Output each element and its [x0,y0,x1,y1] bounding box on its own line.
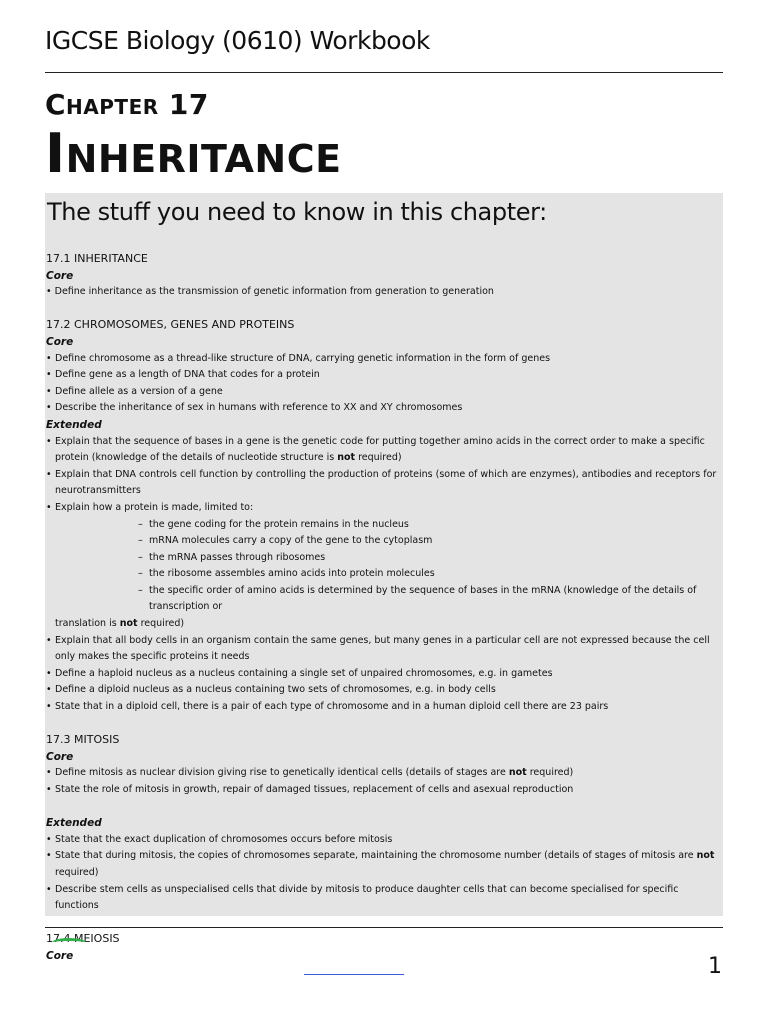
list-item: • Define mitosis as nuclear division giving rise to genetically identical cells (details of stages are not required) [46,765,722,782]
dash-mark: – [138,535,143,547]
footer-rule [45,927,723,928]
footer-link[interactable] [304,974,404,975]
header-rule [45,72,723,73]
bullet-mark: • [46,352,52,364]
section-title: 17.2 CHROMOSOMES, GENES AND PROTEINS [46,318,295,332]
core-label: Core [46,750,74,763]
dash-mark: – [138,584,143,596]
dash-mark: – [138,568,143,580]
bullet-mark: • [46,667,52,679]
sub-list-item: – the mRNA passes through ribosomes [46,550,722,567]
bullet-mark: • [46,402,52,414]
section-title: 17.4 MEIOSIS [46,932,120,946]
bullet-mark: • [46,784,52,795]
sub-list-item: – the gene coding for the protein remains in the nucleus [46,517,722,534]
list-item: • State that in a diploid cell, there is a pair of each type of chromosome and in a human diploid cell there are 23 pairs [46,699,722,716]
list-item: • Describe the inheritance of sex in humans with reference to XX and XY chromosomes [46,400,722,417]
section-title: 17.3 MITOSIS [46,733,120,747]
list-item: • State the role of mitosis in growth, repair of damaged tissues, replacement of cells and asexual reproduction [46,782,722,799]
list-item: • Define gene as a length of DNA that codes for a protein [46,367,722,384]
chapter-title: Inheritance [45,122,342,185]
dash-mark: – [138,518,143,530]
bullet-mark: • [46,435,52,447]
dash-mark: – [138,551,143,563]
bullet-mark: • [46,501,52,513]
bullet-mark: • [46,468,52,480]
list-item: • Define a haploid nucleus as a nucleus containing a single set of unpaired chromosomes, e.g. in gametes [46,666,722,683]
bullet-mark: • [46,883,52,895]
page-number: 1 [708,954,722,979]
extended-label: Extended [46,817,102,830]
list-item: • Define allele as a version of a gene [46,384,722,401]
list-item: • Explain that DNA controls cell function by controlling the production of proteins (some of which are enzymes), antibodies and receptors for neurotransmitters [46,468,717,497]
list-item: • Explain that the sequence of bases in a gene is the genetic code for putting together amino acids in the correct order to make a specific protein (knowledge of the details of nucleotide structure is not required) [46,435,705,464]
objectives-content [46,251,722,965]
list-item: • State that during mitosis, the copies of chromosomes separate, maintaining the chromosome number (details of stages of mitosis are not required) [46,850,715,878]
list-item: • State that the exact duplication of chromosomes occurs before mitosis [46,832,722,849]
chapter-label: Chapter 17 [45,88,209,121]
page-header: IGCSE Biology (0610) Workbook [45,26,430,55]
bullet-mark: • [46,286,52,298]
sub-list-item: – the ribosome assembles amino acids into protein molecules [46,566,722,583]
list-item: • Define chromosome as a thread-like structure of DNA, carrying genetic information in the form of genes [46,351,722,368]
panel-heading: The stuff you need to know in this chapter: [47,198,547,226]
sub-list-item: – mRNA molecules carry a copy of the gene to the cytoplasm [46,533,722,550]
extended-label: Extended [46,418,102,431]
bullet-mark: • [46,684,52,696]
list-item: • Explain that all body cells in an organism contain the same genes, but many genes in a particular cell are not expressed because the cell only makes the specific proteins it needs [46,634,710,663]
list-item: • Describe stem cells as unspecialised cells that divide by mitosis to produce daughter cells that can become specialised for specific functions [46,883,679,912]
bullet-mark: • [46,833,52,845]
bullet-mark: • [46,701,52,713]
core-label: Core [46,335,74,348]
bullet-mark: • [46,767,52,779]
objectives-panel [45,193,723,962]
bullet-mark: • [46,850,52,862]
section-title: 17.1 INHERITANCE [46,252,148,265]
sub-list-continuation: translation is not required) [55,618,185,630]
footer-logo-icon [52,938,86,947]
core-label: Core [46,269,74,282]
core-label: Core [46,949,74,962]
list-item: • Define a diploid nucleus as a nucleus containing two sets of chromosomes, e.g. in body cells [46,682,722,699]
bullet-mark: • [46,385,52,397]
bullet-mark: • [46,369,52,381]
bullet-mark: • [46,634,52,646]
list-item: • Explain how a protein is made, limited to: [46,500,722,517]
sub-list-item: – the specific order of amino acids is determined by the sequence of bases in the mRNA (knowledge of the details of transcription or [138,584,697,613]
list-item: • Define inheritance as the transmission of genetic information from generation to generation [46,286,494,298]
